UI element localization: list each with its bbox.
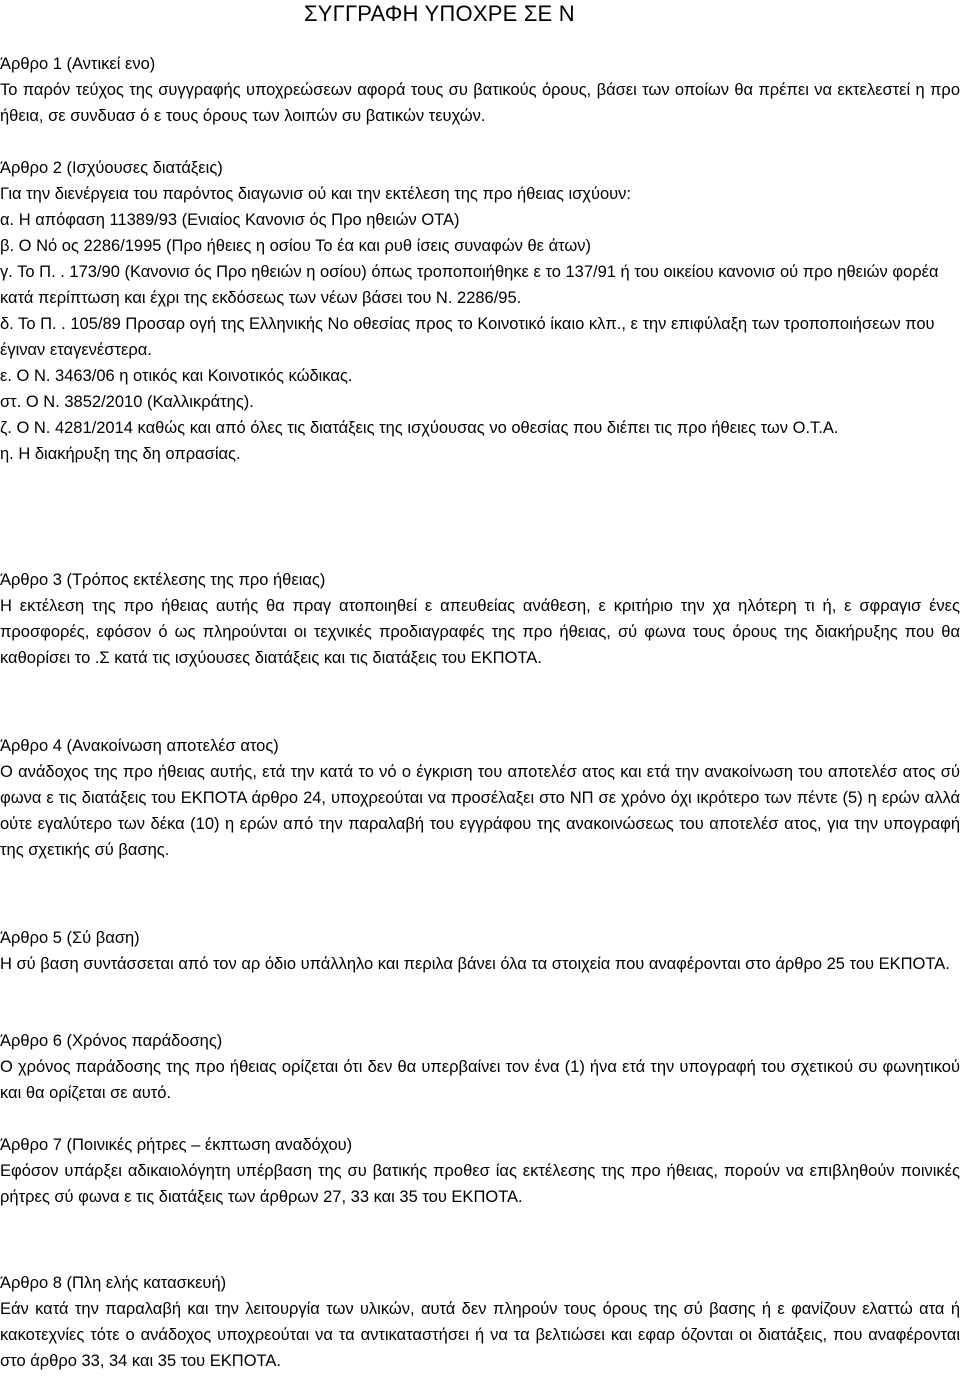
article-1 <box>0 51 960 129</box>
article-1-heading: Άρθρο 1 (Αντικεί ενο) <box>0 55 156 73</box>
article-4-heading: Άρθρο 4 (Ανακοίνωση αποτελέσ ατος) <box>0 737 279 755</box>
article-8-heading: Άρθρο 8 (Πλη ελής κατασκευή) <box>0 1274 227 1292</box>
article-2-heading: Άρθρο 2 (Ισχύουσες διατάξεις) <box>0 159 223 177</box>
article-2 <box>0 155 960 467</box>
article-3-paragraph: Η εκτέλεση της προ ήθειας αυτής θα πραγ ατοποιηθεί ε απευθείας ανάθεση, ε κριτήριο την χα ηλότερη τι ή, ε σφραγισ ένες προσφορές, εφόσον ό ως πληρούνται οι τεχνικές προδιαγραφές της προ ήθειας, σύ φωνα τους όρους της διακήρυξης που θα καθορίσει το .Σ κατά τις ισχύουσες διατάξεις και τις διατάξεις του ΕΚΠΟΤΑ. <box>0 597 960 667</box>
article-2-item-z: ζ. Ο Ν. 4281/2014 καθώς και από όλες τις διατάξεις της ισχύουσας νο οθεσίας που διέπει τις προ ήθειες των Ο.Τ.Α. <box>0 419 839 437</box>
article-2-intro: Για την διενέργεια του παρόντος διαγωνισ ού και την εκτέλεση της προ ήθειας ισχύουν: <box>0 185 632 203</box>
article-6-heading: Άρθρο 6 (Χρόνος παράδοσης) <box>0 1032 223 1050</box>
article-2-item-b: β. Ο Νό ος 2286/1995 (Προ ήθειες η οσίου Το έα και ρυθ ίσεις συναφών θε άτων) <box>0 237 592 255</box>
article-5 <box>0 925 960 977</box>
article-6-paragraph: Ο χρόνος παράδοσης της προ ήθειας ορίζεται ότι δεν θα υπερβαίνει τον ένα (1) ήνα ετά την υπογραφή του σχετικού συ φωνητικού και θα ορίζεται σε αυτό. <box>0 1058 960 1102</box>
article-2-item-d: δ. Το Π. . 105/89 Προσαρ ογή της Ελληνικής Νο οθεσίας προς το Κοινοτικό ίκαιο κλπ., ε την επιφύλαξη των τροποποιήσεων που έγιναν εταγενέστερα. <box>0 315 935 359</box>
article-5-paragraph: Η σύ βαση συντάσσεται από τον αρ όδιο υπάλληλο και περιλα βάνει όλα τα στοιχεία που αναφέρονται στο άρθρο 25 του ΕΚΠΟΤΑ. <box>0 955 950 973</box>
article-4 <box>0 733 960 863</box>
article-1-paragraph: Το παρόν τεύχος της συγγραφής υποχρεώσεων αφορά τους συ βατικούς όρους, βάσει των οποίων θα πρέπει να εκτελεστεί η προ ήθεια, σε συνδυασ ό ε τους όρους των λοιπών συ βατικών τευχών. <box>0 81 960 125</box>
document-title: ΣΥΓΓΡΑΦΗ ΥΠΟΧΡΕ ΣΕ Ν <box>304 1 575 26</box>
article-4-paragraph: Ο ανάδοχος της προ ήθειας αυτής, ετά την κατά το νό ο έγκριση του αποτελέσ ατος και ετά την ανακοίνωση του αποτελέσ ατος σύ φωνα ε τις διατάξεις του ΕΚΠΟΤΑ άρθρο 24, υποχρεούται να προσέλαξει στο ΝΠ σε χρόνο όχι ικρότερο των πέντε (5) η ερών αλλά ούτε εγαλύτερο των δέκα (10) η ερών από την παραλαβή του εγγράφου της ανακοινώσεως του αποτελέσ ατος, για την υπογραφή της σχετικής σύ βασης. <box>0 763 960 859</box>
article-7-heading: Άρθρο 7 (Ποινικές ρήτρες – έκπτωση αναδόχου) <box>0 1136 353 1154</box>
article-8 <box>0 1270 960 1374</box>
article-2-item-h: η. Η διακήρυξη της δη οπρασίας. <box>0 445 241 463</box>
article-3 <box>0 567 960 671</box>
article-6 <box>0 1028 960 1106</box>
article-2-item-a: α. Η απόφαση 11389/93 (Ενιαίος Κανονισ ός Προ ηθειών ΟΤΑ) <box>0 211 460 229</box>
article-5-heading: Άρθρο 5 (Σύ βαση) <box>0 929 140 947</box>
article-7 <box>0 1132 960 1210</box>
article-2-item-c: γ. Το Π. . 173/90 (Κανονισ ός Προ ηθειών η οσίου) όπως τροποποιήθηκε ε το 137/91 ή του οικείου κανονισ ού προ ηθειών φορέα κατά περίπτωση και έχρι της εκδόσεως των νέων βάσει του Ν. 2286/95. <box>0 263 939 307</box>
article-3-heading: Άρθρο 3 (Τρόπος εκτέλεσης της προ ήθειας) <box>0 571 326 589</box>
article-2-item-e: ε. Ο Ν. 3463/06 η οτικός και Κοινοτικός κώδικας. <box>0 367 353 385</box>
article-7-paragraph: Εφόσον υπάρξει αδικαιολόγητη υπέρβαση της συ βατικής προθεσ ίας εκτέλεσης της προ ήθειας, πορούν να επιβληθούν ποινικές ρήτρες σύ φωνα ε τις διατάξεις των άρθρων 27, 33 και 35 του ΕΚΠΟΤΑ. <box>0 1162 960 1206</box>
article-8-paragraph: Εάν κατά την παραλαβή και την λειτουργία των υλικών, αυτά δεν πληρούν τους όρους της σύ βασης ή ε φανίζουν ελαττώ ατα ή κακοτεχνίες τότε ο ανάδοχος υποχρεούται να τα αντικαταστήσει ή να τα βελτιώσει και εφαρ όζονται οι διατάξεις, που αναφέρονται στο άρθρο 33, 34 και 35 του ΕΚΠΟΤΑ. <box>0 1300 960 1370</box>
article-2-item-st: στ. Ο Ν. 3852/2010 (Καλλικράτης). <box>0 393 254 411</box>
